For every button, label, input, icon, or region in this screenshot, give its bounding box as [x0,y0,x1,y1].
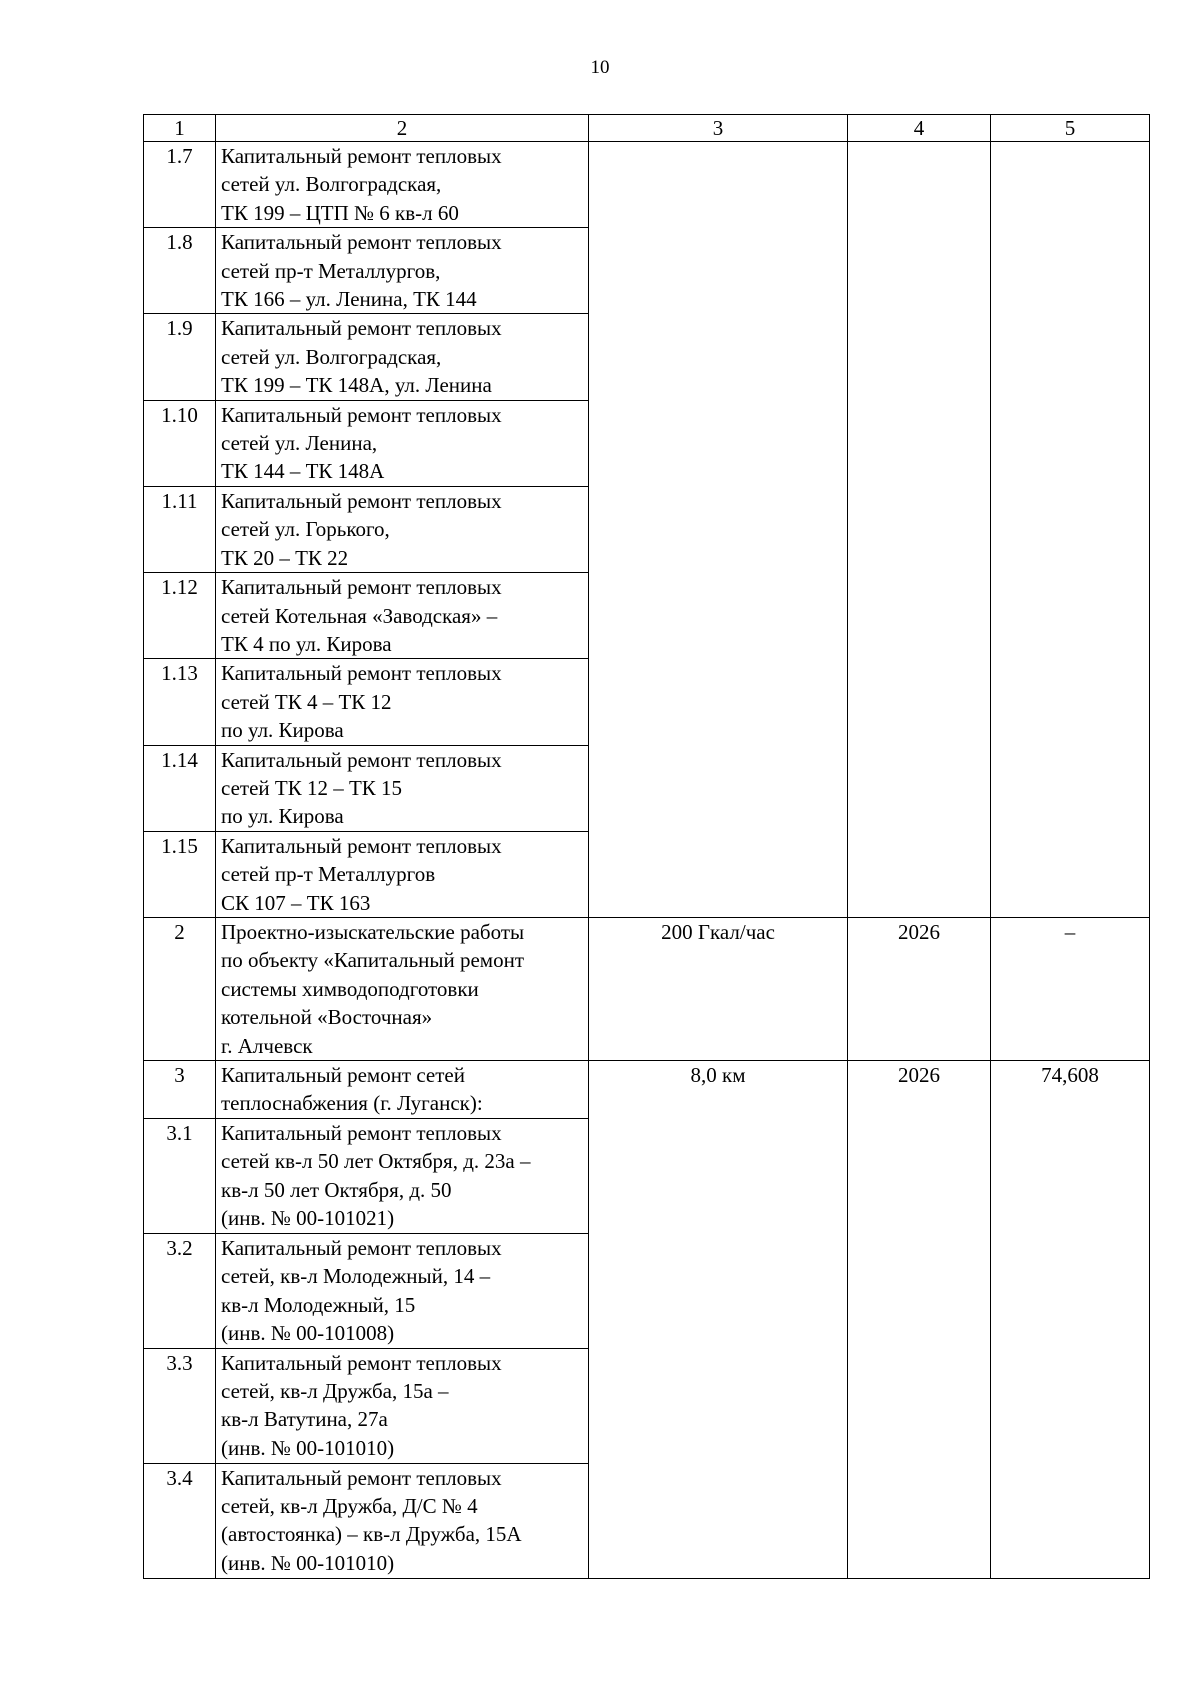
row-number: 1.14 [144,745,216,831]
capacity-cell: 200 Гкал/час [589,917,848,1060]
table-row [144,917,1150,1060]
row-description: Капитальный ремонт тепловых сетей, кв-л Дружба, Д/С № 4 (автостоянка) – кв-л Дружба, 15А (инв. № 00-101010) [216,1463,589,1578]
row-number: 3.3 [144,1348,216,1463]
year-cell: 2026 [848,917,991,1060]
row-description: Капитальный ремонт тепловых сетей пр-т Металлургов СК 107 – ТК 163 [216,831,589,917]
amount-cell: 74,608 [991,1061,1150,1579]
row-description: Капитальный ремонт тепловых сетей ул. Горького, ТК 20 – ТК 22 [216,486,589,572]
row-description: Капитальный ремонт тепловых сетей ул. Волгоградская, ТК 199 – ЦТП № 6 кв-л 60 [216,142,589,228]
row-number: 1.10 [144,400,216,486]
table-row [144,142,1150,228]
row-description: Капитальный ремонт тепловых сетей, кв-л Молодежный, 14 – кв-л Молодежный, 15 (инв. № 00-101008) [216,1234,589,1349]
row-number: 3.4 [144,1463,216,1578]
row-description: Проектно-изыскательские работы по объекту «Капитальный ремонт системы химводоподготовки котельной «Восточная» г. Алчевск [216,917,589,1060]
table-row [144,1061,1150,1119]
row-number: 1.7 [144,142,216,228]
row-description: Капитальный ремонт тепловых сетей кв-л 50 лет Октября, д. 23а – кв-л 50 лет Октября, д. 50 (инв. № 00-101021) [216,1119,589,1234]
amount-cell-group-1 [991,142,1150,918]
row-number: 1.13 [144,659,216,745]
row-number: 3 [144,1061,216,1119]
column-number-2: 2 [216,115,589,142]
column-number-3: 3 [589,115,848,142]
row-number: 3.2 [144,1234,216,1349]
column-number-5: 5 [991,115,1150,142]
capacity-cell: 8,0 км [589,1061,848,1579]
year-cell-group-1 [848,142,991,918]
row-number: 1.9 [144,314,216,400]
page-number: 10 [590,57,610,78]
row-description: Капитальный ремонт тепловых сетей, кв-л Дружба, 15а – кв-л Ватутина, 27а (инв. № 00-101010) [216,1348,589,1463]
row-description: Капитальный ремонт тепловых сетей ТК 12 – ТК 15 по ул. Кирова [216,745,589,831]
row-description: Капитальный ремонт сетей теплоснабжения (г. Луганск): [216,1061,589,1119]
row-number: 1.11 [144,486,216,572]
amount-cell: – [991,917,1150,1060]
year-cell: 2026 [848,1061,991,1579]
column-number-row [144,115,1150,142]
column-number-1: 1 [144,115,216,142]
works-table [143,114,1150,1579]
row-number: 1.8 [144,228,216,314]
row-description: Капитальный ремонт тепловых сетей ул. Волгоградская, ТК 199 – ТК 148А, ул. Ленина [216,314,589,400]
row-number: 3.1 [144,1119,216,1234]
row-description: Капитальный ремонт тепловых сетей Котельная «Заводская» – ТК 4 по ул. Кирова [216,573,589,659]
row-number: 1.12 [144,573,216,659]
row-number: 1.15 [144,831,216,917]
row-description: Капитальный ремонт тепловых сетей пр-т Металлургов, ТК 166 – ул. Ленина, ТК 144 [216,228,589,314]
row-description: Капитальный ремонт тепловых сетей ул. Ленина, ТК 144 – ТК 148А [216,400,589,486]
row-description: Капитальный ремонт тепловых сетей ТК 4 – ТК 12 по ул. Кирова [216,659,589,745]
column-number-4: 4 [848,115,991,142]
capacity-cell-group-1 [589,142,848,918]
row-number: 2 [144,917,216,1060]
